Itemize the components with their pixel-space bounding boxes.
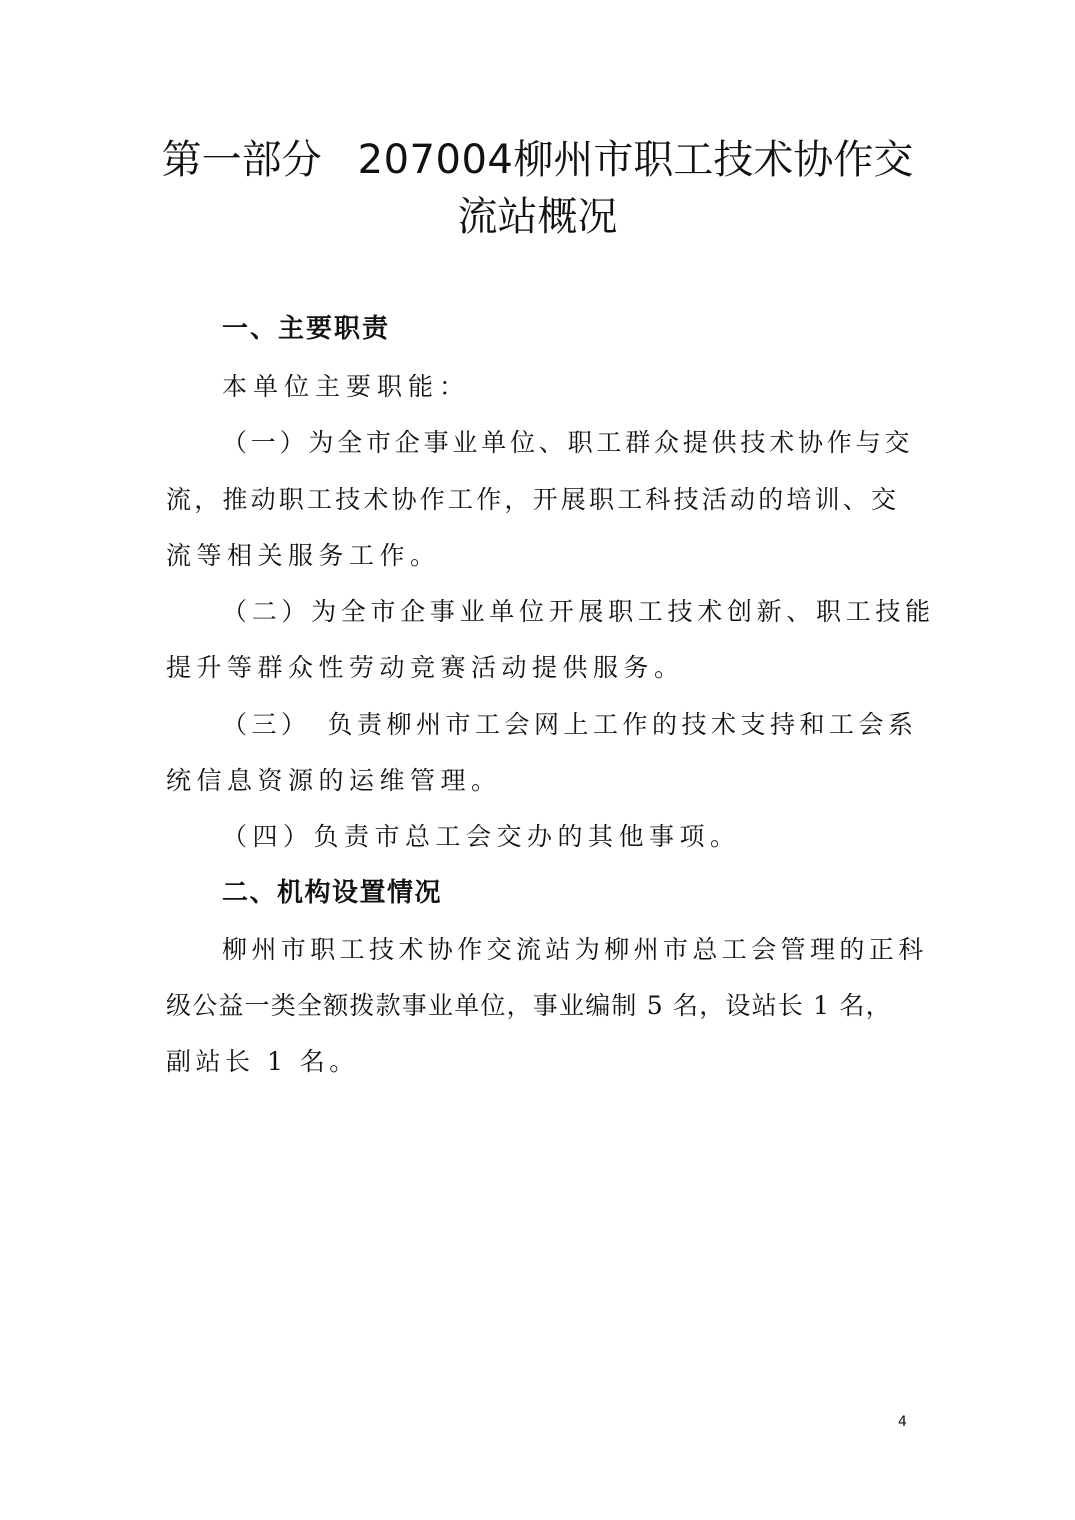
organization-paragraph-line-1: 柳州市职工技术协作交流站为柳州市总工会管理的正科 — [222, 935, 928, 964]
organization-paragraph-line-2: 级公益一类全额拨款事业单位，事业编制 5 名，设站长 1 名， — [166, 991, 892, 1020]
duties-intro: 本单位主要职能： — [222, 372, 471, 401]
duty-item-1-line-2: 流，推动职工技术协作工作，开展职工科技活动的培训、交 — [166, 485, 900, 514]
duty-item-1-line-1: （一）为全市企事业单位、职工群众提供技术协作与交 — [222, 428, 914, 457]
title-part-label: 第一部分 — [161, 137, 322, 183]
page-title-line-2: 流站概况 — [457, 194, 618, 240]
duty-item-2-line-2: 提升等群众性劳动竞赛活动提供服务。 — [166, 653, 685, 682]
duty-item-3-line-2: 统信息资源的运维管理。 — [166, 766, 502, 795]
duty-item-2-line-1: （二）为全市企事业单位开展职工技术创新、职工技能 — [222, 597, 935, 626]
section-heading-main-duties: 一、主要职责 — [222, 314, 391, 344]
duty-item-1-line-3: 流等相关服务工作。 — [166, 541, 441, 570]
duty-item-3-line-1: （三） 负责柳州市工会网上工作的技术支持和工会系 — [222, 710, 918, 739]
page-title-line-1 — [140, 138, 935, 182]
organization-paragraph-line-3: 副站长 1 名。 — [166, 1047, 359, 1076]
page-number: 4 — [898, 1414, 907, 1430]
title-unit-name: 柳州市职工技术协作交 — [513, 137, 914, 183]
title-unit-code: 207004 — [357, 137, 514, 183]
section-heading-organization: 二、机构设置情况 — [222, 878, 443, 908]
duty-item-4-line-1: （四）负责市总工会交办的其他事项。 — [222, 822, 741, 851]
